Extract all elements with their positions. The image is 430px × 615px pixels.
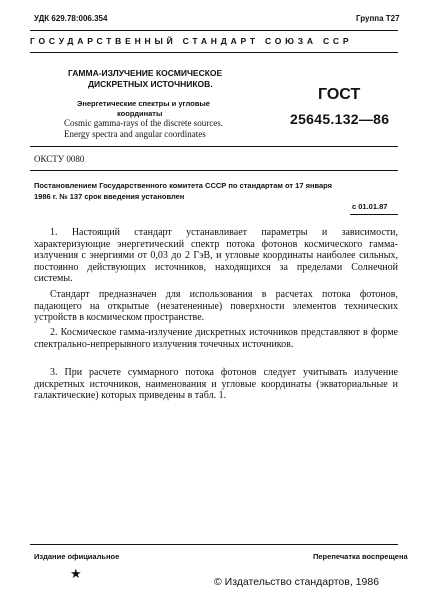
title-line: ДИСКРЕТНЫХ ИСТОЧНИКОВ. [88,79,213,89]
copyright-notice: © Издательство стандартов, 1986 [214,576,380,588]
state-standard-banner: ГОСУДАРСТВЕННЫЙ СТАНДАРТ СОЮЗА ССР [30,36,353,46]
star-icon: ★ [70,566,82,581]
top-rule [30,30,398,31]
decree-line: Постановлением Государственного комитета СССР по стандартам от 17 января [34,181,333,190]
okstu-code: ОКСТУ 0080 [34,154,85,164]
subtitle-line: Энергетические спектры и угловые [77,99,210,108]
body-paragraph: 2. Космическое гамма-излучение дискретных источников представляют в форме спектрально-непрерывного излучения точечных источников. [34,327,398,350]
body-paragraph: 1. Настоящий стандарт устанавливает параметры и зависимости, характеризующие энергетический спектр потока фотонов космического гамма-излучения с энергиями от 0,03 до 2 ГэВ, и угловые координаты наиболее сильных, постоянно действующих источников, находящихся за пределами Солнечной системы. [34,227,398,284]
official-edition-label: Издание официальное [34,552,120,561]
effective-date-underline [350,214,398,215]
title-line: ГАММА-ИЗЛУЧЕНИЕ КОСМИЧЕСКОЕ [68,68,223,78]
section-rule [30,146,398,147]
gost-number: 25645.132—86 [290,111,390,127]
footer-rule [30,544,398,545]
document-title-ru [68,68,268,90]
decree-text [34,180,398,202]
body-paragraph: Стандарт предназначен для использования в расчетах потока фотонов, падающего на открытые (незатененные) поверхности элементов технических устройств в космическом пространстве. [34,289,398,323]
document-subtitle-ru [77,99,267,118]
section-rule [30,170,398,171]
body-paragraph: 3. При расчете суммарного потока фотонов следует учитывать излучение дискретных источников, наименования и угловые координаты (экваториальные и галактические) которых приведены в табл. 1. [34,367,398,401]
gost-label: ГОСТ [318,86,361,103]
udk-code: УДК 629.78:006.354 [34,14,108,23]
reprint-prohibited-label: Перепечатка воспрещена [313,552,408,561]
title-en-line: Energy spectra and angular coordinates [64,128,206,139]
effective-date: с 01.01.87 [352,202,388,211]
decree-line: 1986 г. № 137 срок введения установлен [34,192,185,201]
document-title-en [64,118,269,139]
subtitle-line: координаты [117,108,163,118]
group-code: Группа Т27 [356,14,400,23]
title-en-line: Cosmic gamma-rays of the discrete sources. [64,118,223,128]
banner-rule [30,52,398,53]
